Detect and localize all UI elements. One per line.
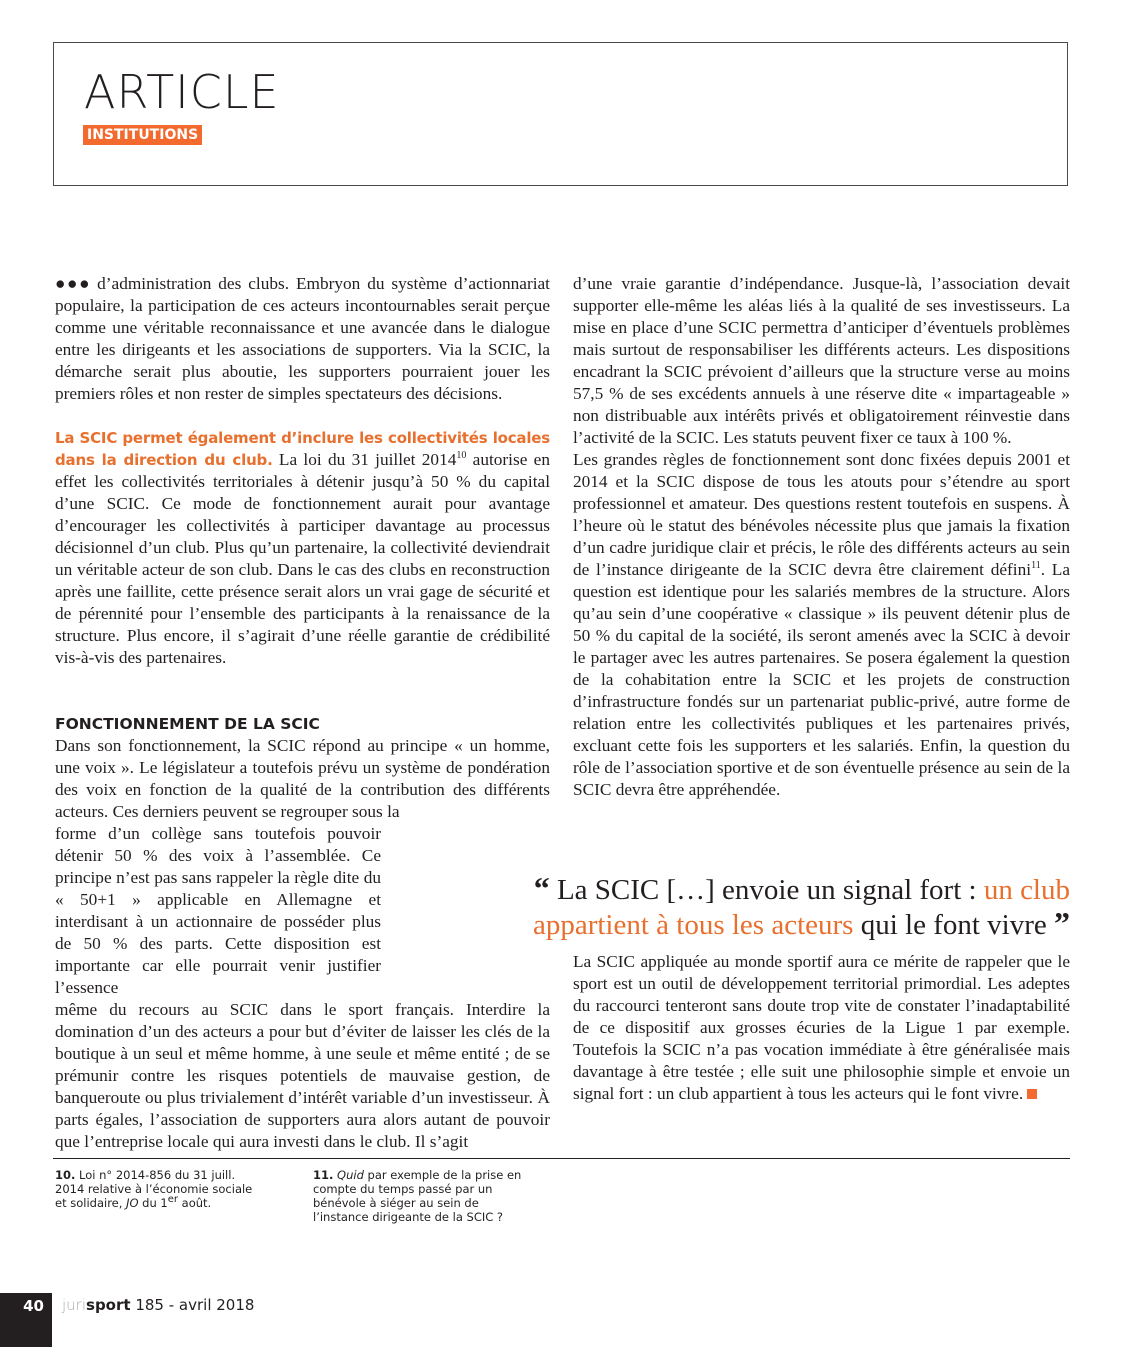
page-number-block bbox=[0, 1293, 52, 1347]
footnote-ref[interactable]: 11 bbox=[1031, 560, 1041, 572]
paragraph: forme d’un collège sans toutefois pouvoir détenir 50 % des voix à l’assemblée. Ce principe n’est pas sans rappeler la règle dite du « 50+1 » applicable en Allemagne et interdisant à un actionnaire de posséder plus de 50 % des parts. Cette disposition est importante car elle pourrait venir justifier l’essence bbox=[55, 824, 381, 997]
quote-highlight: un club appartient à tous les acteurs bbox=[532, 874, 1070, 941]
article-header bbox=[53, 42, 1068, 186]
section-heading: FONCTIONNEMENT DE LA SCIC bbox=[55, 715, 320, 733]
lead-sentence: La SCIC permet également d’inclure les collectivités locales dans la direction du club. bbox=[55, 429, 550, 469]
close-quote-icon: ” bbox=[1054, 905, 1070, 941]
end-mark-icon bbox=[1027, 1089, 1037, 1099]
footnote-divider bbox=[53, 1158, 1070, 1159]
magazine-footer: jurisport 185 - avril 2018 bbox=[62, 1296, 255, 1314]
open-quote-icon: “ bbox=[533, 870, 550, 906]
section-title: ARTICLE bbox=[84, 65, 280, 119]
paragraph: d’une vraie garantie d’indépendance. Jusque-là, l’association devait supporter elle-même les aléas liés à la qualité de ses investisseurs. La mise en place d’une SCIC permettra d’anticiper d’éventuels problèmes mais surtout de responsabiliser les différents acteurs. Les dispositions encadrant la SCIC prévoient d’ailleurs que la structure verse au moins 57,5 % de ses excédents annuels à une réserve dite « impartageable » non distribuable aux intérêts privés et obligatoirement réinvestie dans l’activité de la SCIC. Les statuts peuvent fixer ce taux à 100 %. bbox=[573, 274, 1070, 447]
paragraph: La SCIC appliquée au monde sportif aura ce mérite de rappeler que le sport est un outil de développement territorial primordial. Les adeptes du raccourci tenteront sans doute trop vite de constater l’inadaptabilité de ce dispositif aux grosses écuries de la Ligue 1 par exemple. Toutefois la SCIC n’a pas vocation immédiate à être généralisée mais davantage à être testée ; elle suit une philosophie simple et envoie un signal fort : un club appartient à tous les acteurs qui le font vivre. bbox=[573, 952, 1070, 1103]
footnote: 10. Loi n° 2014-856 du 31 juill. 2014 relative à l’économie sociale et solidaire, JO du 1er août. bbox=[55, 1168, 253, 1210]
paragraph: Dans son fonctionnement, la SCIC répond au principe « un homme, une voix ». Le législateur a toutefois prévu un système de pondération des voix en fonction de la qualité de la contribution des différents acteurs. Ces derniers peuvent se regrouper sous la bbox=[55, 736, 550, 821]
paragraph: ●●● d’administration des clubs. Embryon du système d’actionnariat populaire, la participation de ces acteurs incontournables serait perçue comme une véritable reconnaissance et une avancée dans le dialogue entre les dirigeants et les associations de supporters. Via la SCIC, la démarche serait plus aboutie, les supporters pourraient jouer les premiers rôles et non rester de simples spectateurs des décisions. bbox=[55, 274, 550, 403]
page-number: 40 bbox=[23, 1297, 44, 1315]
paragraph: La SCIC permet également d’inclure les collectivités locales dans la direction du club. La loi du 31 juillet 2014$^{10}$ autorise en effet les collectivités territoriales à détenir jusqu’à 50 % du capital d’une SCIC. Ce mode de fonctionnement aurait pour avantage d’encourager les collectivités à participer davantage au processus décisionnel d’un club. Plus qu’un partenaire, la collectivité deviendrait un véritable acteur de son club. Dans le cas des clubs en reconstruction après une faillite, cette présence serait alors un vrai gage de sécurité et de pérennité pour l’ensemble des participants à la renaissance de la structure. Plus encore, il s’agirait d’une réelle garantie de crédibilité vis-à-vis des partenaires. bbox=[55, 429, 550, 667]
right-column bbox=[573, 273, 1070, 1105]
rubric-badge: INSTITUTIONS bbox=[83, 125, 202, 145]
continuation-bullets-icon: ●●● bbox=[55, 274, 92, 293]
pull-quote: “ La SCIC […] envoie un signal fort : un club appartient à tous les acteurs qui le font vivre ” bbox=[532, 870, 1070, 941]
left-column bbox=[55, 273, 550, 1153]
paragraph: Les grandes règles de fonctionnement sont donc fixées depuis 2001 et 2014 et la SCIC dispose de tous les atouts pour s’étendre au sport professionnel et amateur. Des questions restent toutefois en suspens. À l’heure où le statut des bénévoles nécessite plus que jamais la fixation d’un cadre juridique clair et précis, le rôle des différents acteurs au sein de l’instance dirigeante de la SCIC devra être clairement défini$^{11}$. La question est identique pour les salariés membres de la structure. Alors qu’au sein d’une coopérative « classique » ils peuvent détenir plus de 50 % du capital de la société, ils seront amenés avec la SCIC à devoir le partager avec les autres partenaires. Se posera également la question de la cohabitation entre la SCIC et les projets de construction d’infrastructure fondés sur un partenariat public-privé, autre forme de relation entre les collectivités publiques et les partenaires privés, excluant cette fois les supporters et les salariés. Enfin, la question du rôle de l’association sportive et de son éventuelle présence au sein de la SCIC devra être appréhendée. bbox=[573, 450, 1071, 799]
footnote: 11. Quid par exemple de la prise en compte du temps passé par un bénévole à siéger au sein de l’instance dirigeante de la SCIC ? bbox=[313, 1168, 522, 1224]
footnote-ref[interactable]: 10 bbox=[456, 450, 467, 462]
paragraph: même du recours au SCIC dans le sport français. Interdire la domination d’un des acteurs a pour but d’éviter de laisser les clés de la boutique à un seul et même homme, à une seule et même entité ; de se prémunir contre les risques potentiels de mauvaise gestion, de banqueroute ou plus trivialement d’intérêt variable d’un investisseur. À parts égales, l’association de supporters aura alors autant de pouvoir que l’entreprise locale qui aura investi dans le club. Il s’agit bbox=[55, 1000, 550, 1151]
